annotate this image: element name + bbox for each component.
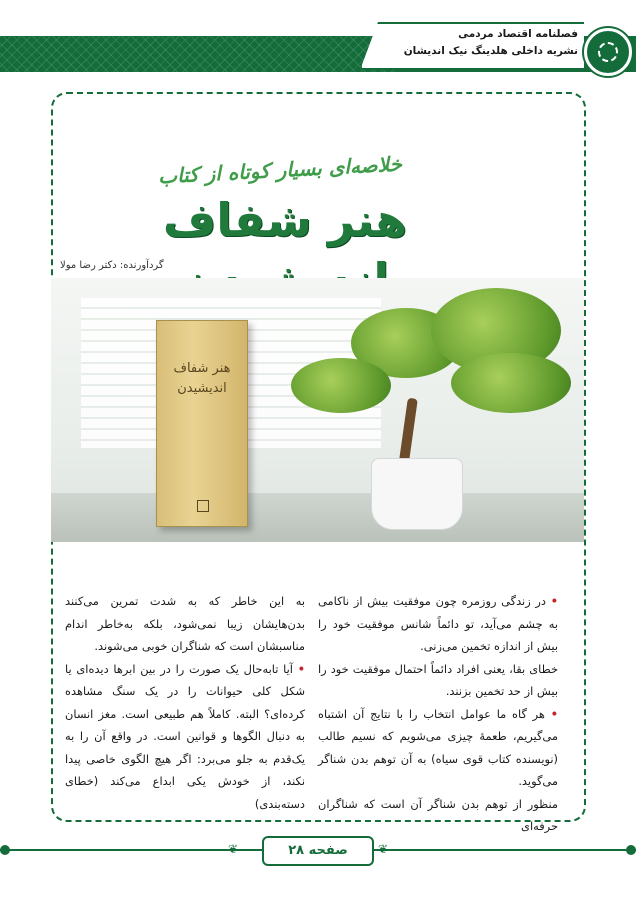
- publication-subtitle: نشریه داخلی هلدینگ نیک اندیشان: [403, 45, 578, 57]
- paragraph: خطای بقا، یعنی افراد دائماً احتمال موفقیت خود را بیش از حد تخمین بزنند.: [318, 661, 558, 698]
- paragraph: • آیا تابه‌حال یک صورت را در بین ابرها دیده‌ای یا شکل کلی حیوانات را در یک سنگ مشاهده کرده‌ای؟ البته. کاملاً هم طبیعی است. مغز انسان به دنبال الگوها و قوانین است. در واقع آن را به یک‌قدم به جلو می‌برد: اگر هیچ الگوی خاصی پیدا نکند، از خودش یکی ابداع می‌کند (خطای دسته‌بندی): [65, 661, 305, 811]
- shelf: [51, 493, 584, 542]
- book-cover-title: اندیشیدن: [177, 381, 227, 396]
- ornament-icon: ❦: [228, 842, 239, 856]
- publisher-logo-icon: [197, 500, 209, 512]
- text-column-right: [318, 590, 558, 838]
- plant-pot: [371, 458, 463, 530]
- article-title: هنر شفاف: [162, 193, 408, 247]
- bullet-icon: •: [550, 706, 558, 721]
- publication-info: [378, 26, 578, 60]
- paragraph: • در زندگی روزمره چون موفقیت بیش از ناکامی به چشم می‌آید، تو دائماً شانس موفقیت خود را بیش از اندازه تخمین می‌زنی.: [318, 594, 558, 653]
- book-cover: [156, 320, 248, 527]
- page-number: صفحه ۲۸: [262, 836, 374, 866]
- article-subtitle: خلاصه‌ای بسیار کوتاه از کتاب: [157, 151, 403, 189]
- book-cover-title: هنر شفاف: [173, 361, 231, 376]
- header-pattern: [0, 36, 400, 72]
- publication-name: فصلنامه اقتصاد مردمی: [458, 28, 578, 40]
- article-author: گردآورنده: دکتر رضا مولا: [60, 260, 164, 271]
- tree-foliage: [451, 353, 571, 413]
- text-column-left: [65, 590, 305, 815]
- ornament-icon: ❦: [378, 842, 389, 856]
- cover-photo: [51, 278, 584, 542]
- paragraph: به این خاطر که به شدت تمرین می‌کنند بدن‌هایشان زیبا نمی‌شود، بلکه به‌خاطر اندام مناسبشان است که شناگران خوبی می‌شوند.: [65, 594, 305, 653]
- paragraph: منظور از توهم بدن شناگر آن است که شناگران حرفه‌ای: [318, 796, 558, 833]
- emblem-icon: [584, 28, 632, 76]
- tree-foliage: [291, 358, 391, 413]
- bullet-icon: •: [297, 661, 305, 676]
- bullet-icon: •: [550, 594, 558, 608]
- paragraph: • هر گاه ما عوامل انتخاب را با نتایج آن اشتباه می‌گیریم، طعمهٔ چیزی می‌شویم که نسیم طالب (نویسنده کتاب قوی سیاه) به آن توهم بدن شناگر می‌گوید.: [318, 706, 558, 788]
